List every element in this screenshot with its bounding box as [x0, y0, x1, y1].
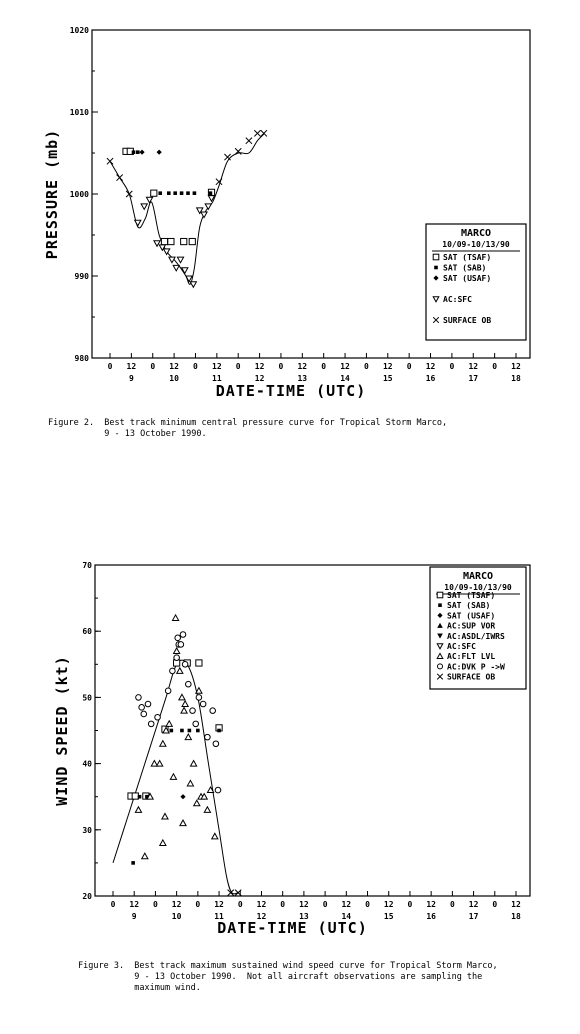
wind-data-point — [178, 642, 184, 648]
pressure-data-point — [139, 150, 144, 155]
wind-data-point — [213, 741, 219, 747]
pressure-data-point — [246, 138, 252, 144]
pressure-legend-label: SAT (SAB) — [443, 263, 487, 273]
wind-x-tick-label: 0 — [237, 900, 243, 909]
wind-data-point — [200, 701, 206, 707]
pressure-x-tick-label: 12 — [511, 362, 521, 371]
wind-data-point — [160, 840, 166, 846]
wind-y-tick-label: 50 — [82, 693, 92, 703]
pressure-series-sat-sab- — [132, 150, 213, 195]
wind-legend-label: SAT (USAF) — [447, 611, 496, 621]
pressure-x-date-label: 11 — [212, 374, 222, 383]
wind-data-point — [217, 729, 221, 733]
pressure-y-axis-label: PRESSURE (mb) — [43, 128, 61, 260]
wind-x-date-label: 15 — [383, 912, 394, 921]
wind-x-tick-label: 12 — [426, 900, 436, 909]
pressure-x-tick-label: 12 — [382, 362, 393, 371]
pressure-legend-storm: MARCO — [460, 228, 492, 239]
wind-data-point — [172, 615, 178, 621]
wind-series-ac-dvk-p-w — [136, 632, 221, 793]
wind-y-tick-label: 60 — [82, 627, 92, 637]
pressure-x-tick-label: 0 — [107, 362, 113, 371]
wind-chart — [53, 561, 530, 937]
wind-data-point — [155, 714, 161, 720]
pressure-data-point — [181, 238, 187, 244]
pressure-data-point — [168, 238, 174, 244]
wind-legend-symbol — [437, 592, 443, 598]
wind-data-point — [196, 729, 200, 733]
wind-data-point — [193, 721, 199, 727]
pressure-data-point — [190, 282, 196, 288]
pressure-data-point — [132, 150, 136, 154]
pressure-x-tick-label: 12 — [297, 362, 308, 371]
wind-legend-dates: 10/09-10/13/90 — [444, 583, 512, 592]
pressure-data-point — [158, 191, 162, 195]
pressure-legend-symbol — [433, 254, 439, 260]
pressure-x-tick-label: 0 — [278, 362, 284, 371]
wind-data-point — [132, 793, 138, 799]
pressure-data-point — [126, 191, 132, 197]
wind-data-point — [165, 688, 171, 694]
wind-y-tick-label: 20 — [82, 892, 92, 901]
wind-data-point — [196, 660, 202, 666]
pressure-data-point — [141, 204, 147, 210]
wind-x-tick-label: 0 — [449, 900, 455, 909]
wind-data-point — [185, 734, 191, 740]
wind-x-date-label: 16 — [426, 912, 436, 921]
pressure-x-tick-label: 12 — [212, 362, 222, 371]
wind-data-point — [139, 705, 145, 711]
wind-x-date-label: 9 — [131, 912, 137, 921]
pressure-x-tick-label: 12 — [340, 362, 350, 371]
wind-legend-label: SURFACE OB — [447, 672, 496, 682]
wind-x-tick-label: 12 — [129, 900, 140, 909]
pressure-x-tick-label: 12 — [254, 362, 265, 371]
wind-data-point — [170, 729, 174, 733]
pressure-y-tick-label: 1020 — [69, 26, 89, 35]
pressure-data-point — [173, 265, 179, 271]
pressure-data-point — [136, 150, 140, 154]
pressure-legend-label: SAT (USAF) — [443, 274, 492, 283]
wind-data-point — [138, 795, 142, 799]
wind-x-tick-label: 12 — [214, 900, 224, 909]
wind-y-axis-label: WIND SPEED (kt) — [53, 655, 71, 806]
wind-x-date-label: 14 — [341, 912, 352, 921]
wind-data-point — [136, 695, 142, 701]
wind-x-tick-label: 0 — [365, 900, 370, 909]
wind-data-point — [190, 708, 196, 714]
wind-data-point — [162, 813, 168, 819]
wind-data-point — [196, 695, 202, 701]
pressure-x-date-label: 13 — [297, 374, 308, 383]
wind-data-point — [182, 662, 188, 668]
pressure-legend-label: SURFACE OB — [443, 316, 492, 325]
wind-data-point — [181, 708, 187, 714]
wind-x-date-label: 17 — [468, 912, 479, 921]
pressure-series-sat-usaf- — [139, 150, 161, 155]
wind-x-tick-label: 12 — [299, 900, 309, 909]
pressure-data-point — [135, 220, 141, 226]
pressure-data-point — [193, 191, 197, 195]
pressure-legend-symbol — [434, 266, 438, 270]
pressure-data-point — [180, 191, 184, 195]
wind-x-date-label: 10 — [171, 912, 182, 921]
wind-legend-label: AC:FLT LVL — [447, 652, 496, 662]
wind-legend-label: AC:SFC — [447, 642, 476, 651]
pressure-data-point — [157, 150, 162, 155]
pressure-data-point — [151, 190, 157, 196]
pressure-x-date-label: 16 — [425, 374, 436, 383]
wind-data-point — [145, 701, 151, 707]
pressure-data-point — [167, 191, 171, 195]
wind-data-point — [180, 632, 186, 638]
pressure-data-point — [216, 179, 222, 185]
wind-legend-label: AC:DVK P ->W — [447, 662, 505, 672]
pressure-x-tick-label: 0 — [150, 362, 156, 371]
pressure-x-tick-label: 0 — [235, 362, 241, 371]
pressure-x-date-label: 15 — [382, 374, 393, 383]
wind-x-tick-label: 0 — [110, 900, 116, 909]
pressure-y-tick-label: 1010 — [69, 108, 89, 117]
pressure-data-point — [161, 238, 167, 244]
pressure-x-tick-label: 12 — [425, 362, 436, 371]
wind-x-tick-label: 0 — [280, 900, 286, 909]
pressure-y-tick-label: 1000 — [69, 190, 89, 199]
pressure-data-point — [224, 154, 230, 160]
wind-data-point — [148, 721, 154, 727]
wind-data-point — [179, 694, 185, 700]
pressure-x-tick-label: 0 — [321, 362, 327, 371]
pressure-data-point — [209, 191, 213, 195]
pressure-legend-label: AC:SFC — [443, 295, 472, 304]
pressure-data-point — [201, 212, 207, 218]
wind-data-point — [182, 701, 188, 707]
wind-legend-label: AC:ASDL/IWRS — [447, 631, 505, 641]
pressure-chart — [43, 26, 530, 400]
wind-data-point — [131, 861, 135, 865]
pressure-data-point — [254, 130, 260, 136]
wind-data-point — [174, 655, 180, 661]
figure-3-caption: Figure 3. Best track maximum sustained wind speed curve for Tropical Storm Marco, 9 - 13 October 1990. Not all aircraft observations are sampling the maximum wind. — [78, 961, 498, 993]
pressure-data-point — [173, 191, 177, 195]
wind-x-tick-label: 0 — [492, 900, 498, 909]
wind-x-tick-label: 0 — [195, 900, 201, 909]
wind-x-tick-label: 12 — [383, 900, 394, 909]
wind-y-tick-label: 70 — [82, 561, 92, 570]
pressure-x-date-label: 18 — [511, 374, 521, 383]
pressure-data-point — [177, 257, 183, 263]
wind-data-point — [204, 807, 210, 813]
wind-data-point — [141, 711, 147, 717]
figure-2-caption: Figure 2. Best track minimum central pressure curve for Tropical Storm Marco, 9 - 13 October 1990. — [48, 418, 448, 439]
pressure-data-point — [189, 238, 195, 244]
pressure-x-tick-label: 0 — [492, 362, 498, 371]
pressure-x-axis-label: DATE-TIME (UTC) — [215, 382, 367, 400]
wind-data-point — [194, 800, 200, 806]
pressure-best-track-line — [110, 134, 264, 284]
pressure-x-tick-label: 0 — [364, 362, 369, 371]
wind-data-point — [191, 761, 197, 767]
pressure-series-surface-ob — [107, 130, 267, 197]
pressure-x-tick-label: 12 — [169, 362, 179, 371]
wind-x-date-label: 11 — [214, 912, 224, 921]
wind-legend-label: SAT (SAB) — [447, 601, 491, 611]
wind-legend-symbol — [437, 664, 442, 669]
wind-x-date-label: 13 — [299, 912, 309, 921]
pressure-data-point — [186, 191, 190, 195]
wind-data-point — [180, 794, 185, 799]
wind-x-date-label: 18 — [511, 912, 521, 921]
pressure-x-tick-label: 12 — [468, 362, 479, 371]
wind-data-point — [180, 820, 186, 826]
wind-data-point — [210, 708, 216, 714]
wind-y-tick-label: 40 — [82, 759, 92, 769]
wind-x-tick-label: 12 — [468, 900, 479, 909]
pressure-legend-dates: 10/09-10/13/90 — [442, 240, 510, 249]
pressure-data-point — [117, 175, 123, 181]
pressure-x-tick-label: 12 — [126, 362, 137, 371]
wind-x-tick-label: 12 — [341, 900, 352, 909]
wind-data-point — [174, 648, 180, 654]
pressure-x-date-label: 10 — [169, 374, 179, 383]
pressure-x-tick-label: 0 — [406, 362, 412, 371]
wind-data-point — [212, 833, 218, 839]
pressure-data-point — [205, 204, 211, 210]
wind-legend-storm: MARCO — [462, 571, 494, 582]
wind-data-point — [180, 729, 184, 733]
pressure-x-tick-label: 0 — [449, 362, 455, 371]
pressure-x-date-label: 17 — [468, 374, 479, 383]
wind-x-tick-label: 12 — [511, 900, 521, 909]
wind-data-point — [187, 780, 193, 786]
pressure-data-point — [107, 158, 113, 164]
wind-x-tick-label: 0 — [407, 900, 413, 909]
pressure-data-point — [261, 130, 267, 136]
pressure-y-tick-label: 990 — [74, 272, 89, 281]
wind-x-axis-label: DATE-TIME (UTC) — [217, 919, 368, 937]
wind-data-point — [166, 721, 172, 727]
wind-data-point — [175, 635, 181, 641]
wind-data-point — [142, 853, 148, 859]
pressure-legend-label: SAT (TSAF) — [443, 253, 492, 262]
wind-legend-label: SAT (TSAF) — [447, 591, 496, 600]
wind-data-point — [186, 681, 192, 687]
wind-x-tick-label: 12 — [171, 900, 182, 909]
wind-data-point — [157, 761, 163, 767]
wind-data-point — [215, 787, 221, 793]
pressure-x-tick-label: 0 — [193, 362, 198, 371]
wind-data-point — [160, 741, 166, 747]
wind-data-point — [170, 668, 176, 674]
wind-data-point — [188, 729, 192, 733]
wind-x-date-label: 12 — [256, 912, 267, 921]
wind-x-tick-label: 0 — [153, 900, 158, 909]
wind-data-point — [177, 668, 183, 674]
pressure-x-date-label: 14 — [340, 374, 350, 383]
wind-data-point — [135, 807, 141, 813]
pressure-x-date-label: 9 — [128, 374, 134, 383]
pressure-y-tick-label: 980 — [74, 354, 89, 363]
pressure-x-date-label: 12 — [254, 374, 265, 383]
wind-series-surface-ob — [228, 890, 242, 896]
wind-legend-symbol — [438, 603, 442, 607]
wind-x-tick-label: 12 — [256, 900, 267, 909]
wind-data-point — [170, 774, 176, 780]
pressure-series-ac-sfc — [135, 196, 215, 288]
wind-legend-label: AC:SUP VOR — [447, 621, 496, 631]
wind-data-point — [205, 734, 211, 740]
wind-x-tick-label: 0 — [322, 900, 328, 909]
wind-y-tick-label: 30 — [82, 825, 92, 835]
pressure-series-sat-tsaf- — [123, 148, 215, 244]
